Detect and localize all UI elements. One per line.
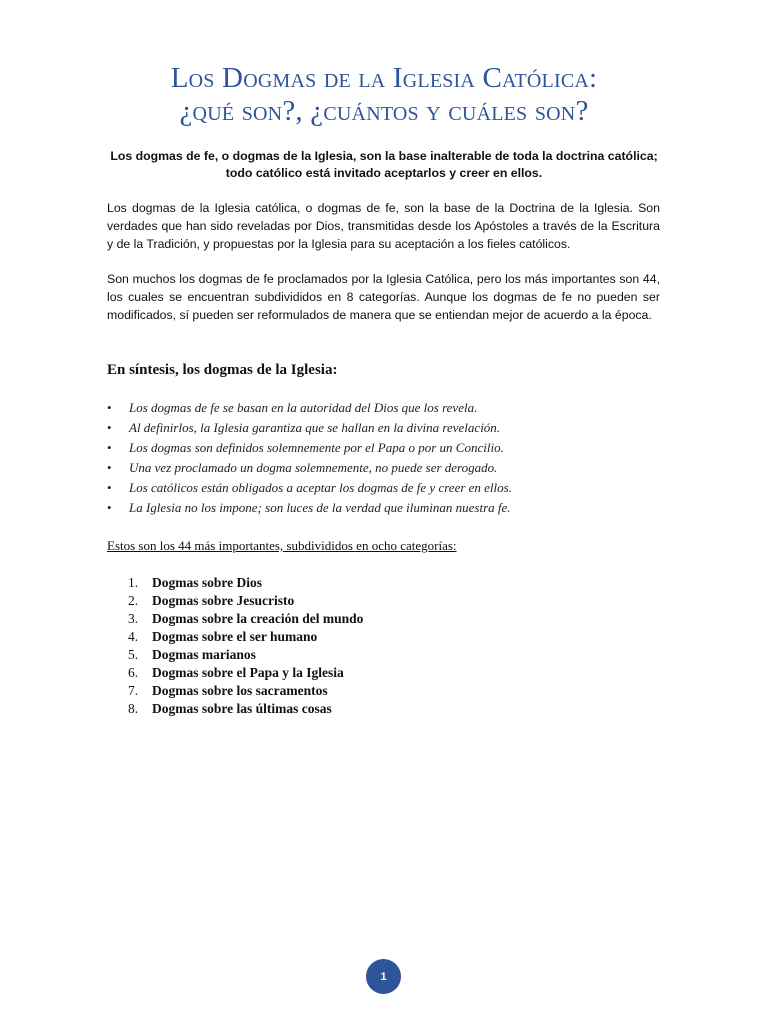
document-title (60, 62, 708, 128)
category-item (107, 610, 363, 628)
category-number: 4. (128, 629, 139, 644)
bullet-text: La Iglesia no los impone; son luces de la verdad que iluminan nuestra fe. (129, 500, 511, 515)
bullet-item (107, 478, 512, 498)
category-item (107, 664, 363, 682)
page-number-badge: 1 (366, 959, 401, 994)
bullet-icon: • (107, 440, 112, 455)
bullet-item (107, 418, 512, 438)
category-label: Dogmas sobre el ser humano (152, 629, 318, 644)
paragraph-2: Son muchos los dogmas de fe proclamados por la Iglesia Católica, pero los más importantes son 44, los cuales se encuentran subdivididos en 8 categorías. Aunque los dogmas de fe no pueden ser modificados, sí pueden ser reformulados de manera que se entiendan mejor de acuerdo a la época. (107, 272, 660, 322)
bullet-item (107, 438, 512, 458)
category-number: 8. (128, 701, 139, 716)
categories-list (107, 574, 363, 718)
category-label: Dogmas sobre las últimas cosas (152, 701, 332, 716)
category-label: Dogmas sobre el Papa y la Iglesia (152, 665, 344, 680)
category-number: 2. (128, 593, 139, 608)
bullet-text: Los dogmas son definidos solemnemente por el Papa o por un Concilio. (129, 440, 504, 455)
category-label: Dogmas marianos (152, 647, 256, 662)
category-item (107, 646, 363, 664)
title-line-1: Los Dogmas de la Iglesia Católica: (170, 62, 598, 94)
bullet-icon: • (107, 480, 112, 495)
category-item (107, 700, 363, 718)
category-item (107, 628, 363, 646)
bullet-text: Los dogmas de fe se basan en la autoridad del Dios que los revela. (129, 400, 478, 415)
category-label: Dogmas sobre Jesucristo (152, 593, 295, 608)
category-item (107, 574, 363, 592)
bullet-icon: • (107, 500, 112, 515)
bullet-item (107, 398, 512, 418)
bullet-text: Los católicos están obligados a aceptar los dogmas de fe y creer en ellos. (129, 480, 512, 495)
category-item (107, 682, 363, 700)
bullet-icon: • (107, 400, 112, 415)
category-number: 7. (128, 683, 139, 698)
summary-heading: En síntesis, los dogmas de la Iglesia: (107, 362, 338, 378)
bullet-icon: • (107, 460, 112, 475)
category-label: Dogmas sobre la creación del mundo (152, 611, 364, 626)
category-label: Dogmas sobre los sacramentos (152, 683, 328, 698)
bullet-item (107, 458, 512, 478)
category-number: 1. (128, 575, 139, 590)
categories-intro: Estos son los 44 más importantes, subdivididos en ocho categorías: (107, 538, 457, 553)
category-item (107, 592, 363, 610)
category-number: 6. (128, 665, 139, 680)
summary-bullet-list (107, 398, 512, 518)
document-subtitle: Los dogmas de fe, o dogmas de la Iglesia, son la base inalterable de toda la doctrina católica; todo católico está invitado aceptarlos y creer en ellos. (110, 149, 658, 180)
category-label: Dogmas sobre Dios (152, 575, 263, 590)
bullet-text: Al definirlos, la Iglesia garantiza que se hallan en la divina revelación. (129, 420, 501, 435)
category-number: 5. (128, 647, 139, 662)
bullet-text: Una vez proclamado un dogma solemnemente, no puede ser derogado. (129, 460, 498, 475)
paragraph-1: Los dogmas de la Iglesia católica, o dogmas de fe, son la base de la Doctrina de la Iglesia. Son verdades que han sido reveladas por Dios, transmitidas desde los Apóstoles a través de la Escritura y de la Tradición, y propuestas por la Iglesia para su aceptación a los fieles católicos. (107, 201, 660, 251)
bullet-icon: • (107, 420, 112, 435)
bullet-item (107, 498, 512, 518)
title-line-2: ¿qué son?, ¿cuántos y cuáles son? (179, 95, 589, 127)
category-number: 3. (128, 611, 139, 626)
